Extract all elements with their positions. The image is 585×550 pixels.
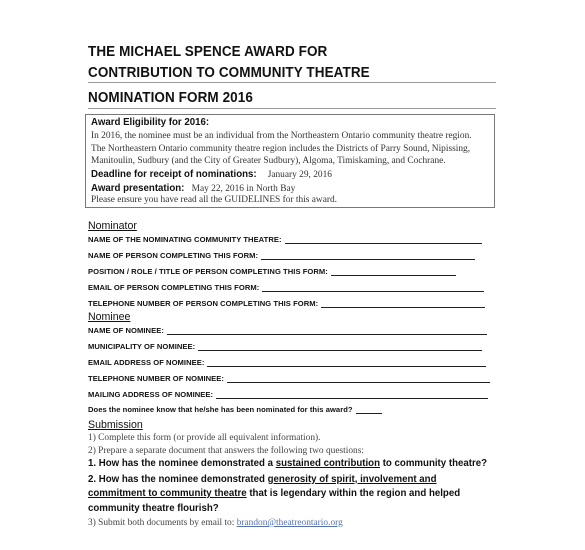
question-1-suffix: to community theatre?	[380, 458, 488, 469]
question-1-underlined: sustained contribution	[275, 458, 381, 469]
presentation-label: Award presentation:	[91, 183, 185, 194]
nominator-heading: Nominator	[88, 220, 137, 232]
question-2-suffix: that is legendary within the region and helped	[246, 488, 461, 499]
eligibility-text-line3: Manitoulin, Sudbury (and the City of Greater Sudbury), Algoma, Timiskaming, and Cochrane.	[91, 156, 446, 166]
form-subtitle: NOMINATION FORM 2016	[88, 90, 253, 106]
question-2-prefix: 2. How has the nominee demonstrated	[88, 474, 268, 485]
field-label: MUNICIPALITY OF NOMINEE:	[88, 342, 196, 351]
form-title-line1: THE MICHAEL SPENCE AWARD FOR	[88, 44, 328, 60]
field-label: NAME OF THE NOMINATING COMMUNITY THEATRE:	[88, 235, 282, 244]
person-completing-input-line[interactable]	[261, 259, 475, 260]
question-2-line2	[88, 488, 460, 500]
submission-step3	[88, 517, 343, 529]
field-nominee-municipality	[88, 341, 482, 352]
field-label: MAILING ADDRESS OF NOMINEE:	[88, 390, 214, 399]
submission-step3-text: 3) Submit both documents by email to:	[88, 518, 237, 528]
submission-step2: 2) Prepare a separate document that answers the following two questions:	[88, 446, 364, 456]
field-nominee-name	[88, 325, 487, 336]
eligibility-text-line2: The Northeastern Ontario community theatre region includes the Districts of Parry Sound, Nipissing,	[91, 144, 471, 154]
field-label: Does the nominee know that he/she has been nominated for this award?	[88, 405, 353, 414]
question-1-prefix: 1. How has the nominee demonstrated a	[88, 458, 276, 469]
question-2-line1	[88, 474, 436, 486]
eligibility-box	[85, 114, 495, 208]
submission-heading: Submission	[88, 419, 143, 431]
field-label: TELEPHONE NUMBER OF NOMINEE:	[88, 374, 224, 383]
field-label: POSITION / ROLE / TITLE OF PERSON COMPLETING THIS FORM:	[88, 267, 328, 276]
field-nominee-email	[88, 357, 486, 368]
question-2-line3: community theatre flourish?	[88, 503, 219, 514]
field-position-role	[88, 266, 456, 277]
deadline-row	[91, 167, 332, 181]
nominee-municipality-input-line[interactable]	[198, 350, 482, 351]
field-nominee-mailing-address	[88, 389, 488, 400]
field-telephone-person	[88, 298, 485, 309]
submission-email-link[interactable]: brandon@theatreontario.org	[236, 518, 343, 528]
position-role-input-line[interactable]	[331, 275, 456, 276]
nominee-heading: Nominee	[88, 311, 131, 323]
telephone-person-input-line[interactable]	[321, 307, 485, 308]
submission-step1: 1) Complete this form (or provide all equivalent information).	[88, 433, 321, 443]
presentation-value: May 22, 2016 in North Bay	[189, 184, 296, 194]
field-person-completing	[88, 250, 475, 261]
field-nominee-telephone	[88, 373, 490, 384]
nominee-telephone-input-line[interactable]	[227, 382, 490, 383]
field-label: NAME OF NOMINEE:	[88, 326, 164, 335]
field-nominating-theatre	[88, 234, 482, 245]
field-label: TELEPHONE NUMBER OF PERSON COMPLETING THIS FORM:	[88, 299, 319, 308]
field-email-person	[88, 282, 484, 293]
deadline-label: Deadline for receipt of nominations:	[91, 169, 257, 180]
field-nominee-knows	[88, 404, 382, 415]
eligibility-text-line1: In 2016, the nominee must be an individual from the Northeastern Ontario community theatre region.	[91, 131, 472, 141]
nominee-mailing-address-input-line[interactable]	[216, 398, 488, 399]
nominee-name-input-line[interactable]	[167, 334, 487, 335]
form-title-line2: CONTRIBUTION TO COMMUNITY THEATRE	[88, 65, 370, 81]
field-label: EMAIL ADDRESS OF NOMINEE:	[88, 358, 205, 367]
deadline-value: January 29, 2016	[265, 170, 332, 180]
eligibility-heading: Award Eligibility for 2016:	[91, 117, 210, 128]
question-2-underlined-part1: generosity of spirit, involvement and	[267, 474, 437, 485]
presentation-row	[91, 181, 295, 195]
field-label: EMAIL OF PERSON COMPLETING THIS FORM:	[88, 283, 260, 292]
subtitle-divider	[88, 108, 496, 109]
title-divider	[88, 82, 496, 83]
nominee-email-input-line[interactable]	[207, 366, 486, 367]
email-person-input-line[interactable]	[262, 291, 484, 292]
guidelines-note: Please ensure you have read all the GUIDELINES for this award.	[91, 195, 338, 205]
question-1	[88, 458, 487, 470]
field-label: NAME OF PERSON COMPLETING THIS FORM:	[88, 251, 259, 260]
nominating-theatre-input-line[interactable]	[285, 243, 482, 244]
question-2-underlined-part2: commitment to community theatre	[88, 488, 247, 499]
nominee-knows-input-line[interactable]	[356, 413, 382, 414]
